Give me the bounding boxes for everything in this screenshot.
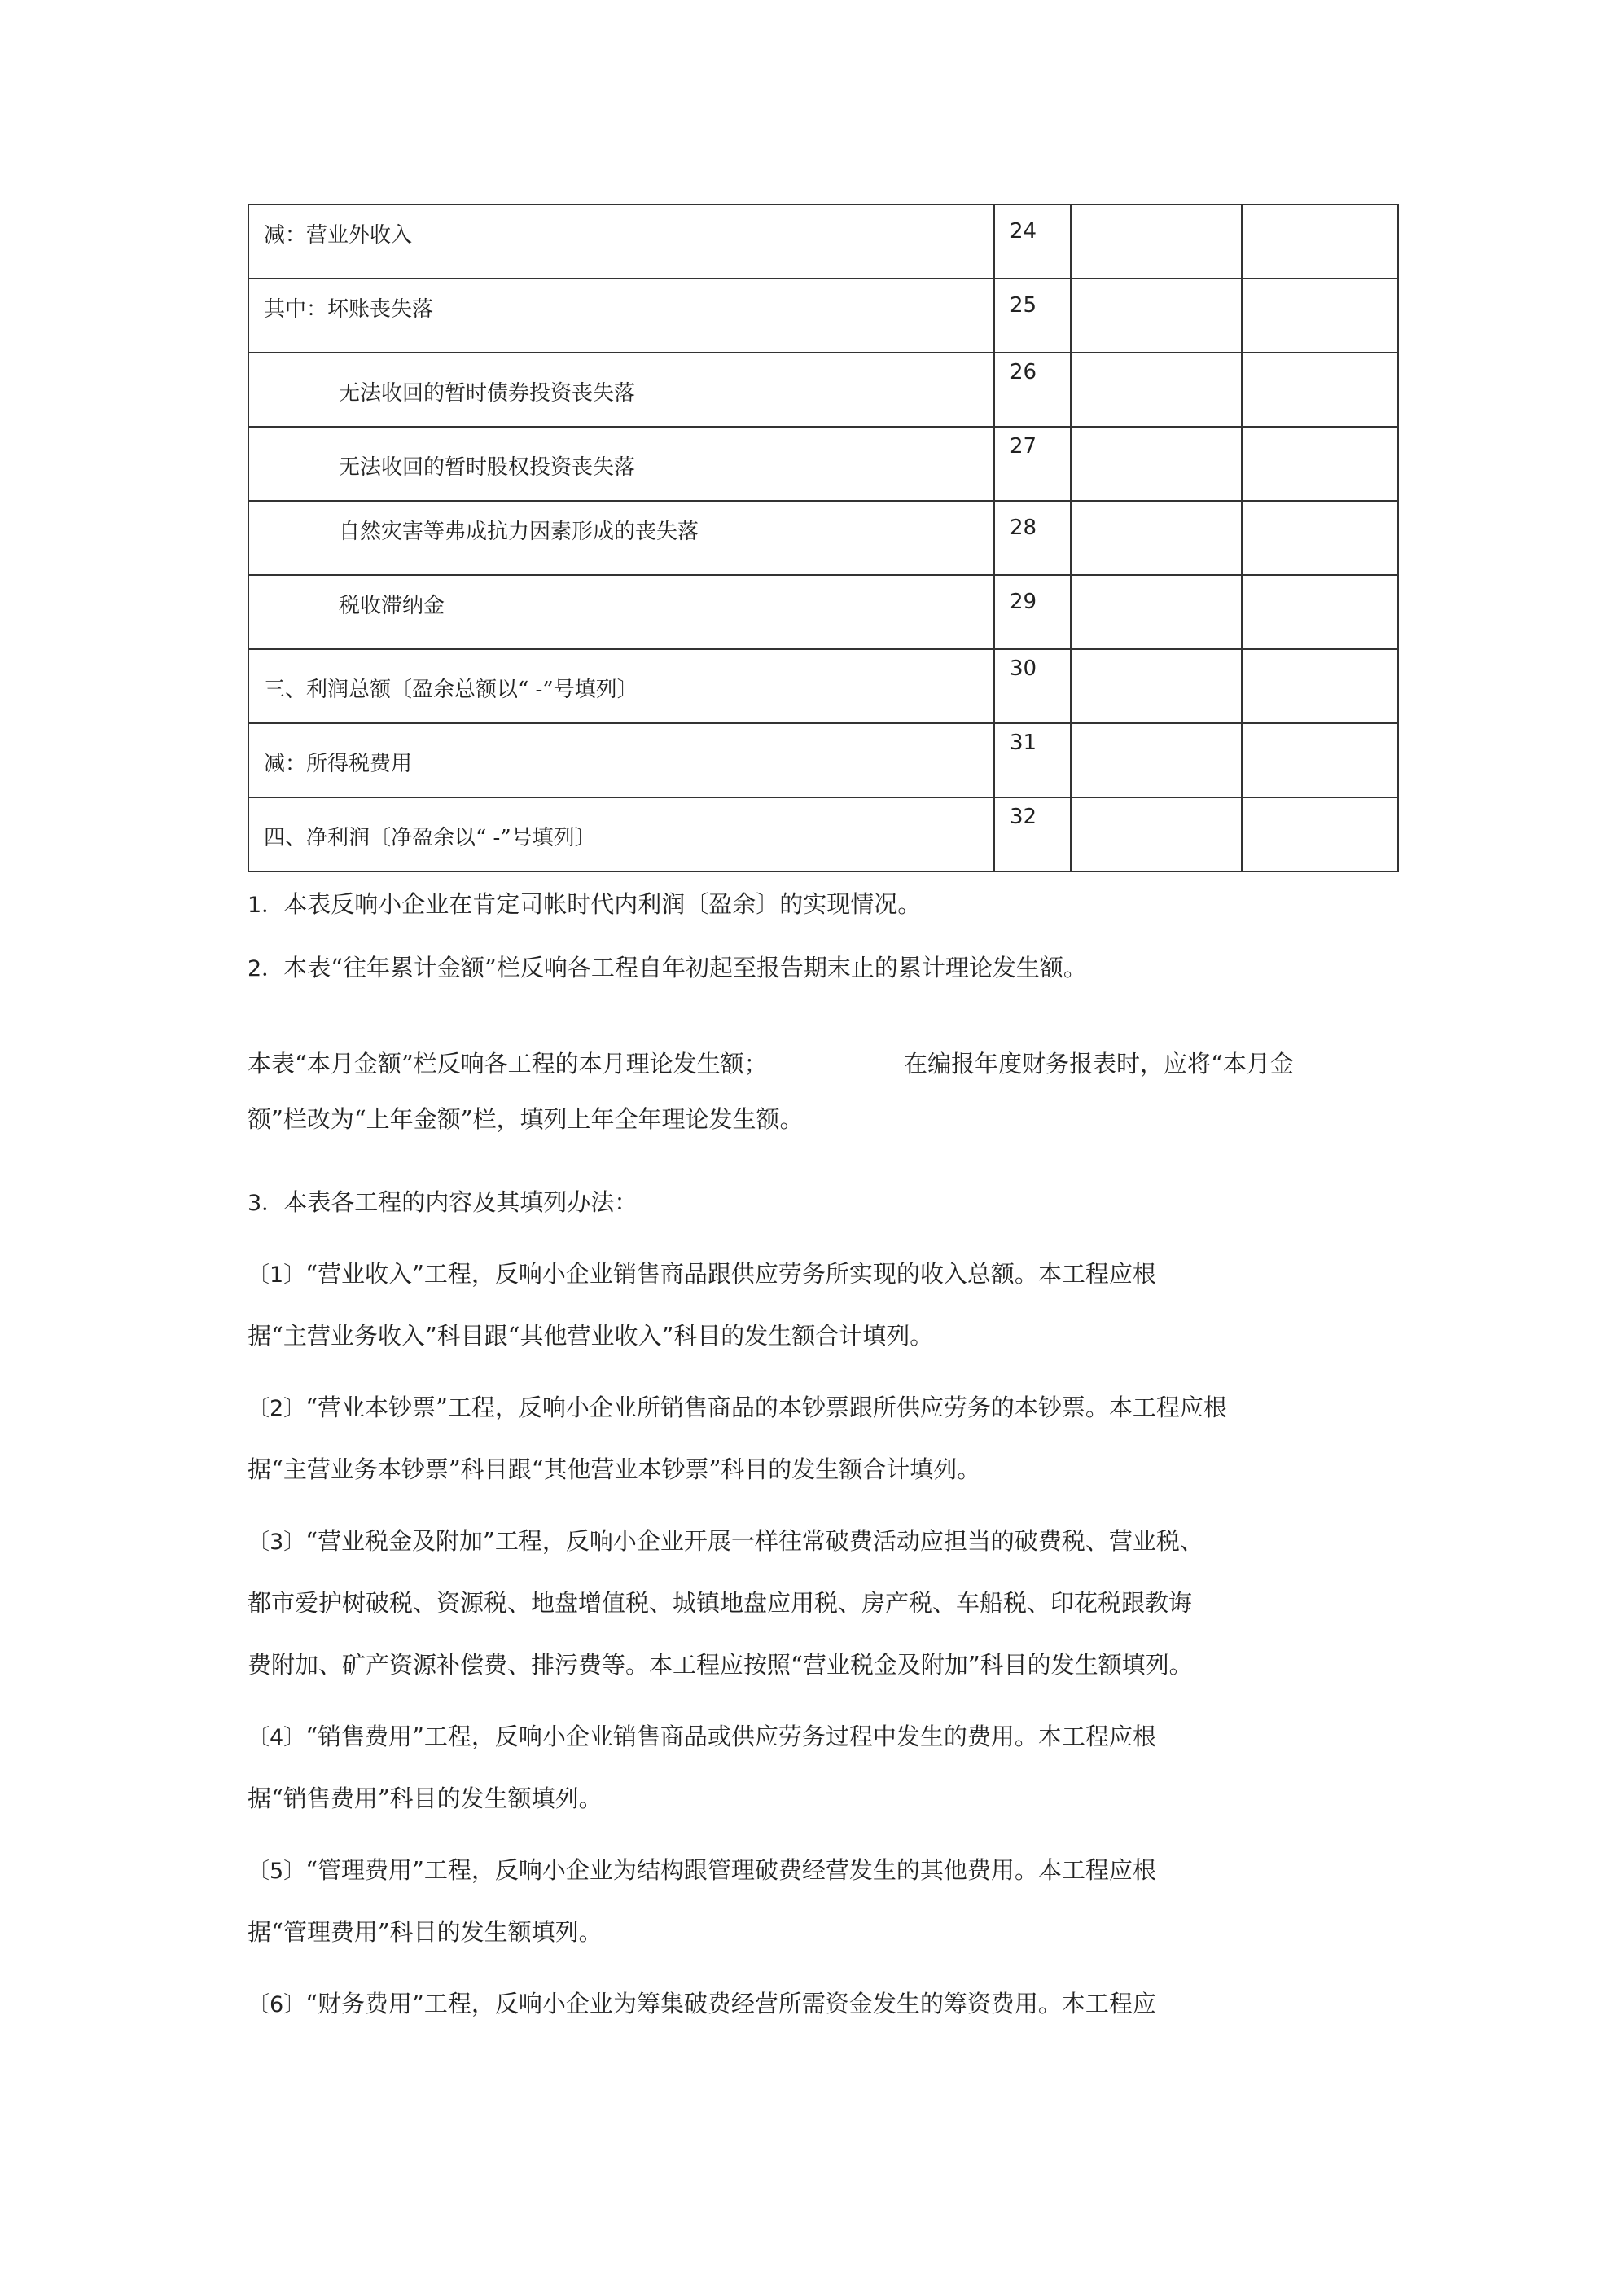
item-5-line-1: 〔5〕“管理费用”工程，反响小企业为结构跟管理破费经营发生的其他费用。本工程应根 [248, 1856, 1156, 1884]
prior-amount-cell [1242, 575, 1398, 649]
table-row [248, 427, 1398, 501]
line-number-cell: 27 [994, 427, 1071, 501]
line-number-cell: 24 [994, 204, 1071, 279]
line-number-cell: 31 [994, 723, 1071, 797]
item-2-line-1: 〔2〕“营业本钞票”工程，反响小企业所销售商品的本钞票跟所供应劳务的本钞票。本工程应根 [248, 1394, 1227, 1421]
item-3-line-1: 〔3〕“营业税金及附加”工程，反响小企业开展一样往常破费活动应担当的破费税、营业税、 [248, 1527, 1203, 1555]
table-row [248, 501, 1398, 575]
current-amount-cell [1071, 575, 1242, 649]
current-amount-cell [1071, 204, 1242, 279]
item-cell: 自然灾害等弗成抗力因素形成的丧失落 [248, 501, 994, 575]
current-amount-cell [1071, 723, 1242, 797]
line-number-cell: 32 [994, 797, 1071, 871]
item-2-line-2: 据“主营业务本钞票”科目跟“其他营业本钞票”科目的发生额合计填列。 [248, 1455, 981, 1483]
current-amount-cell [1071, 353, 1242, 427]
item-6-line-1: 〔6〕“财务费用”工程，反响小企业为筹集破费经营所需资金发生的筹资费用。本工程应 [248, 1990, 1156, 2017]
note-1: 1．本表反响小企业在肯定司帐时代内利润〔盈余〕的实现情况。 [248, 890, 922, 918]
item-cell: 三、利润总额〔盈余总额以“ -”号填列〕 [248, 649, 994, 723]
line-number-cell: 28 [994, 501, 1071, 575]
item-3-line-2: 都市爱护树破税、资源税、地盘增值税、城镇地盘应用税、房产税、车船税、印花税跟教诲 [248, 1589, 1193, 1617]
table-row [248, 797, 1398, 871]
line-number-cell: 29 [994, 575, 1071, 649]
note-month-line-2: 额”栏改为“上年金额”栏，填列上年全年理论发生额。 [248, 1105, 804, 1133]
current-amount-cell [1071, 427, 1242, 501]
item-cell: 减：营业外收入 [248, 204, 994, 279]
prior-amount-cell [1242, 204, 1398, 279]
table-row [248, 575, 1398, 649]
table-row [248, 204, 1398, 279]
item-3-line-3: 费附加、矿产资源补偿费、排污费等。本工程应按照“营业税金及附加”科目的发生额填列。 [248, 1651, 1193, 1679]
item-cell: 减：所得税费用 [248, 723, 994, 797]
note-month-line-1b: 在编报年度财务报表时，应将“本月金 [904, 1050, 1294, 1078]
item-cell: 税收滞纳金 [248, 575, 994, 649]
current-amount-cell [1071, 279, 1242, 353]
prior-amount-cell [1242, 501, 1398, 575]
prior-amount-cell [1242, 279, 1398, 353]
prior-amount-cell [1242, 649, 1398, 723]
line-number-cell: 30 [994, 649, 1071, 723]
note-month-line-1a: 本表“本月金额”栏反响各工程的本月理论发生额； [248, 1050, 768, 1078]
item-4-line-1: 〔4〕“销售费用”工程，反响小企业销售商品或供应劳务过程中发生的费用。本工程应根 [248, 1723, 1156, 1750]
current-amount-cell [1071, 501, 1242, 575]
table-row [248, 353, 1398, 427]
item-1-line-1: 〔1〕“营业收入”工程，反响小企业销售商品跟供应劳务所实现的收入总额。本工程应根 [248, 1260, 1156, 1288]
table-row [248, 279, 1398, 353]
note-2: 2．本表“往年累计金额”栏反响各工程自年初起至报告期末止的累计理论发生额。 [248, 954, 1087, 981]
table-row [248, 649, 1398, 723]
prior-amount-cell [1242, 427, 1398, 501]
prior-amount-cell [1242, 723, 1398, 797]
current-amount-cell [1071, 797, 1242, 871]
line-number-cell: 26 [994, 353, 1071, 427]
prior-amount-cell [1242, 353, 1398, 427]
item-cell: 其中：坏账丧失落 [248, 279, 994, 353]
item-5-line-2: 据“管理费用”科目的发生额填列。 [248, 1918, 603, 1946]
table-row [248, 723, 1398, 797]
current-amount-cell [1071, 649, 1242, 723]
line-number-cell: 25 [994, 279, 1071, 353]
income-statement-table [248, 204, 1399, 872]
note-3: 3．本表各工程的内容及其填列办法： [248, 1188, 638, 1216]
item-cell: 无法收回的暂时股权投资丧失落 [248, 427, 994, 501]
prior-amount-cell [1242, 797, 1398, 871]
item-4-line-2: 据“销售费用”科目的发生额填列。 [248, 1785, 603, 1812]
item-1-line-2: 据“主营业务收入”科目跟“其他营业收入”科目的发生额合计填列。 [248, 1322, 934, 1350]
item-cell: 四、净利润〔净盈余以“ -”号填列〕 [248, 797, 994, 871]
item-cell: 无法收回的暂时债券投资丧失落 [248, 353, 994, 427]
